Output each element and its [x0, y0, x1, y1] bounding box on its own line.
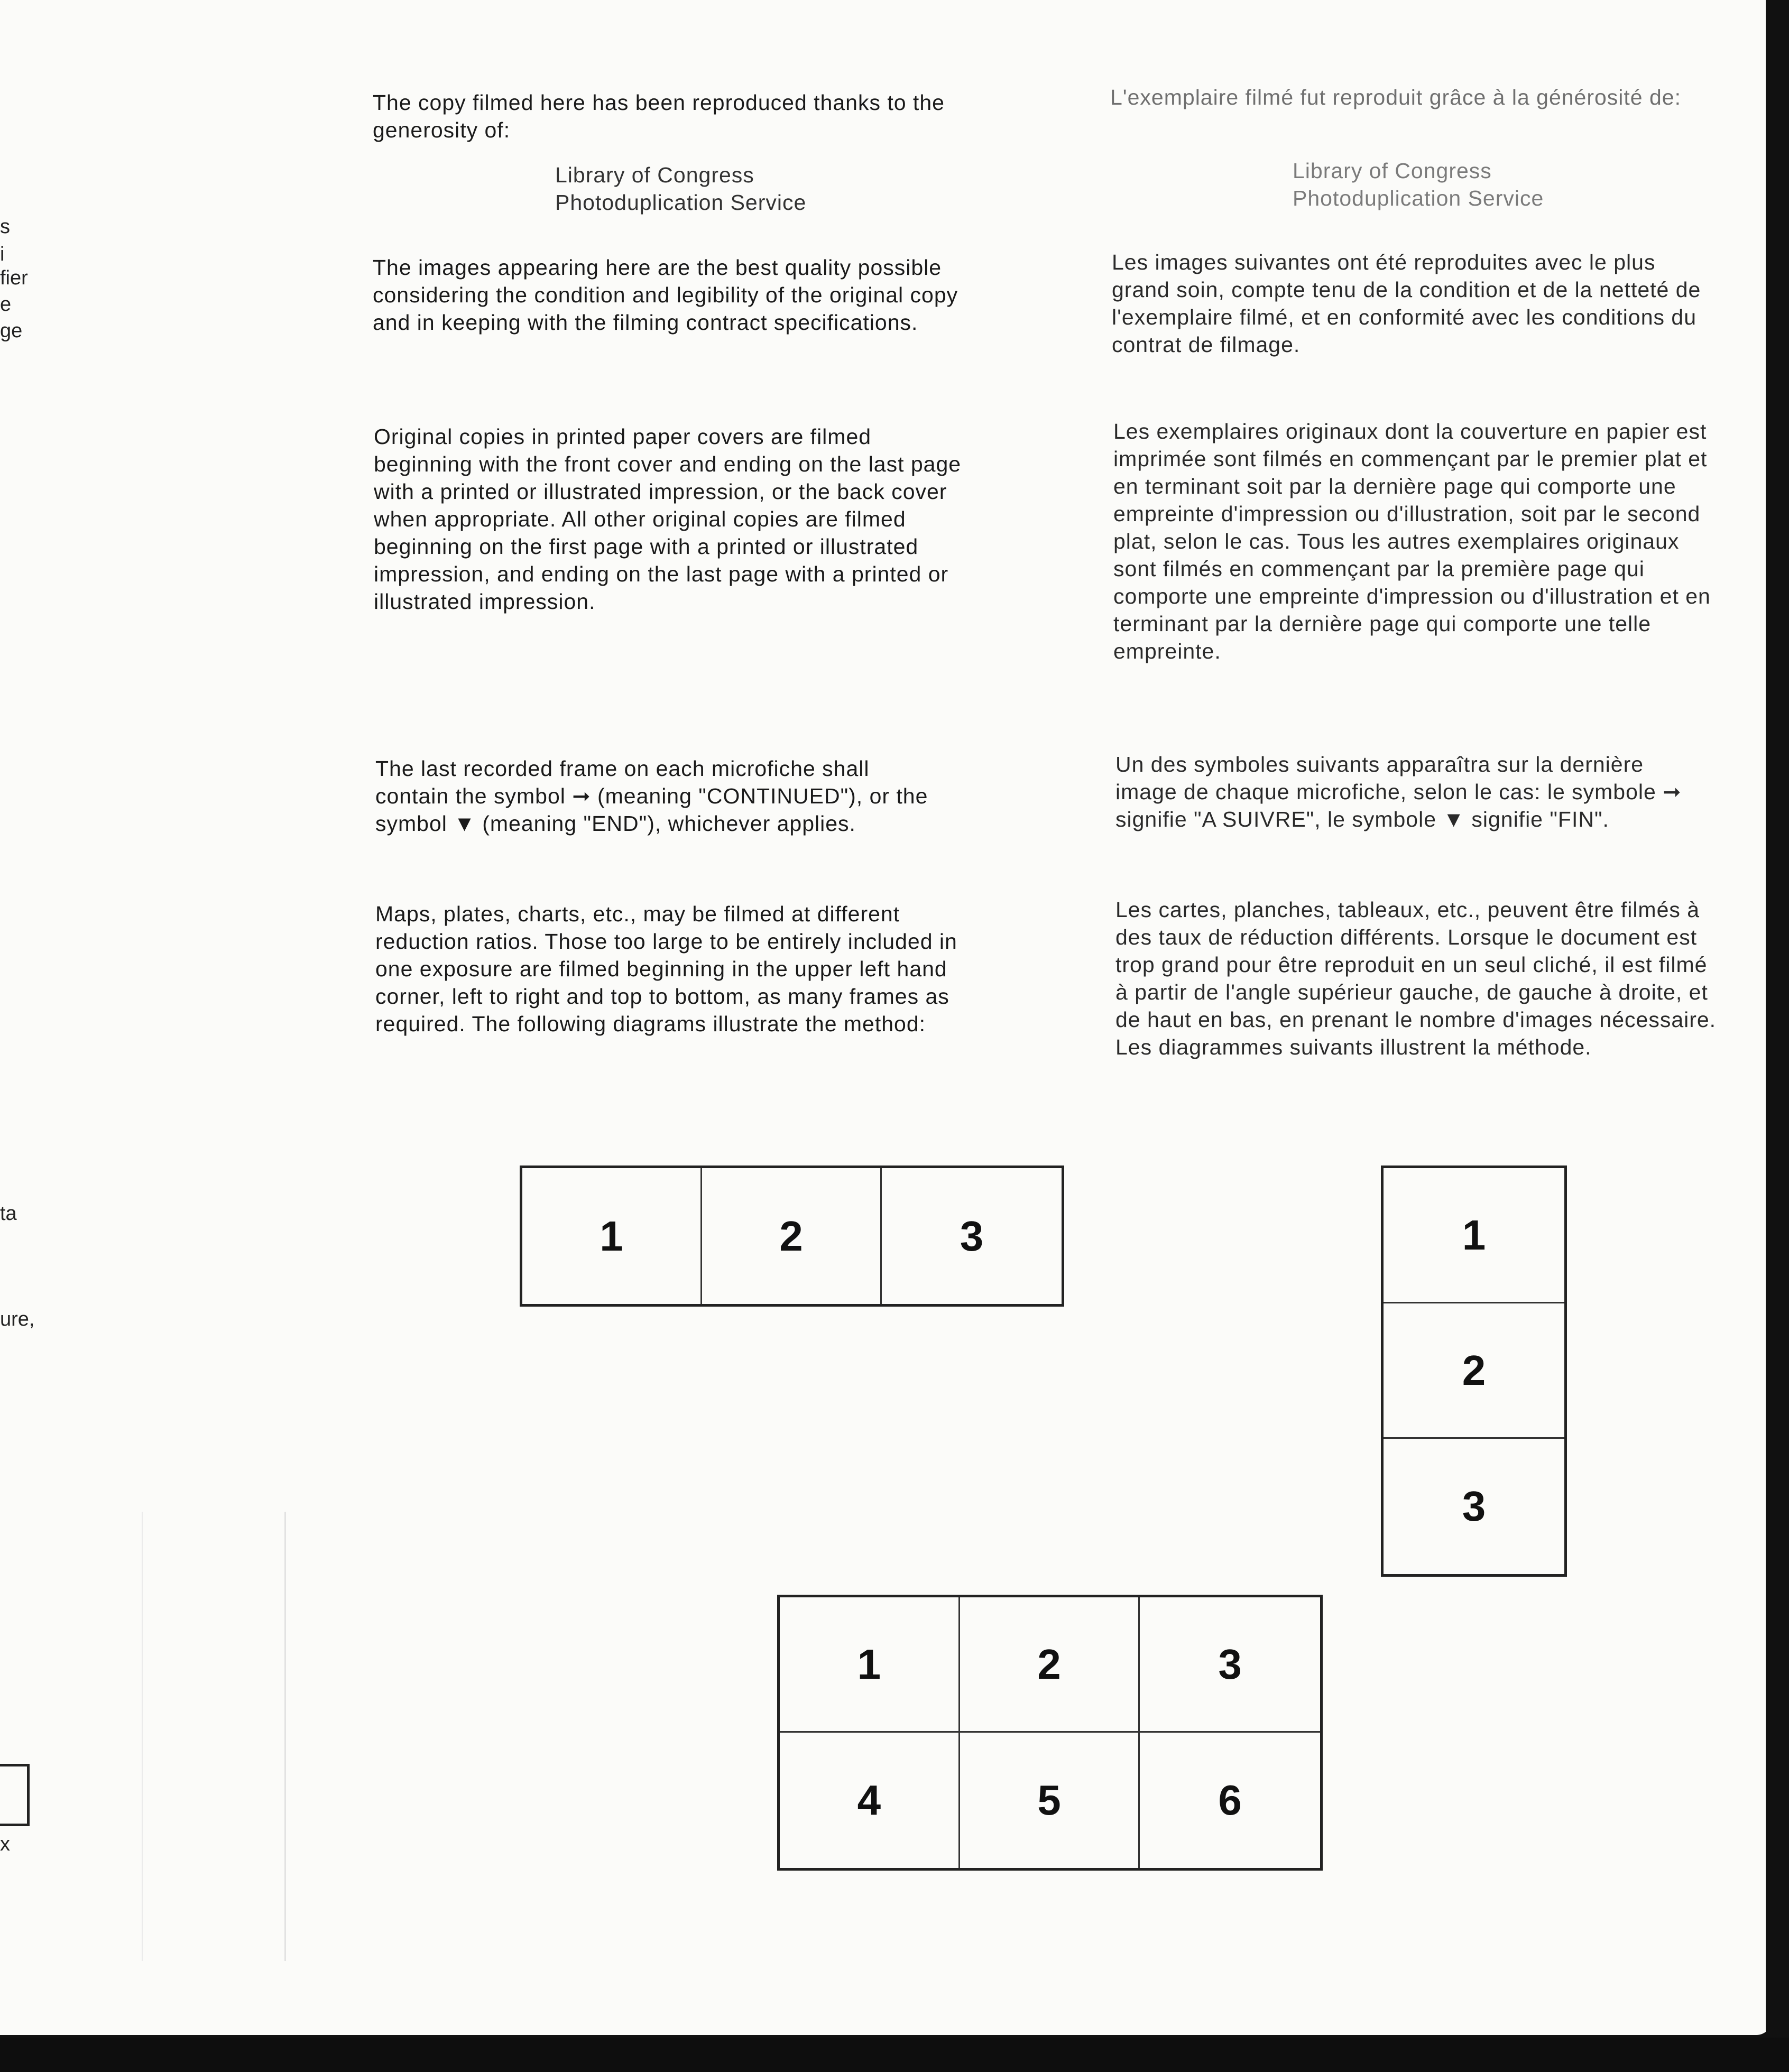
french-quality-paragraph: Les images suivantes ont été reproduites avec le plus grand soin, compte tenu de la condition et de la netteté de l'exemplaire filmé, et en conformité avec les conditions du contrat de filmage. — [1112, 250, 1701, 357]
english-maps-paragraph: Maps, plates, charts, etc., may be filmed at different reduction ratios. Those too large to be entirely included in one exposure are filmed beginning in the upper left hand corner, left to right and top to bottom, as many frames as required. The following diagrams illustrate the method: — [375, 902, 957, 1036]
frame-cell: 1 — [780, 1597, 960, 1733]
french-original-copies-paragraph: Les exemplaires originaux dont la couverture en papier est imprimée sont filmés en commençant par le premier plat et en terminant soit par la dernière page qui comporte une empreinte d'impression ou d'illustration, soit par le second plat, selon le cas. Tous les autres exemplaires originaux sont filmés en commençant par la première page qui comporte une empreinte d'impression ou d'illustration et en terminant par la dernière page qui comporte une telle empreinte. — [1113, 419, 1711, 663]
horizontal-three-frame-diagram — [520, 1166, 1064, 1307]
english-last-frame-paragraph: The last recorded frame on each microfiche shall contain the symbol ➞ (meaning "CONTINUED"), or the symbol ▼ (meaning "END"), whichever applies. — [375, 756, 928, 836]
left-fragment: i — [0, 243, 5, 265]
divider-line — [142, 1512, 143, 1961]
french-last-frame-paragraph: Un des symboles suivants apparaîtra sur la dernière image de chaque microfiche, selon le cas: le symbole ➞ signifie "A SUIVRE", le symbole ▼ signifie "FIN". — [1115, 752, 1682, 831]
left-fragment: ge — [0, 320, 23, 342]
frame-cell: 2 — [702, 1168, 882, 1304]
french-library-service: Photoduplication Service — [1293, 186, 1544, 210]
frame-cell: 3 — [1140, 1597, 1320, 1733]
divider-line — [284, 1512, 286, 1961]
frame-cell: 2 — [1384, 1303, 1564, 1439]
english-quality-paragraph: The images appearing here are the best quality possible considering the condition and legibility of the original copy and in keeping with the filming contract specifications. — [373, 255, 958, 335]
left-fragment: fier — [0, 267, 28, 289]
frame-cell: 2 — [960, 1597, 1140, 1733]
left-fragment: ure, — [0, 1308, 35, 1330]
scan-border-right — [1766, 0, 1789, 2072]
frame-cell: 5 — [960, 1733, 1140, 1868]
english-acknowledgment: The copy filmed here has been reproduced thanks to the generosity of: — [373, 90, 945, 142]
frame-cell: 6 — [1218, 1777, 1242, 1824]
frame-cell: 1 — [1384, 1168, 1564, 1303]
six-frame-grid-diagram — [777, 1595, 1323, 1871]
english-original-copies-paragraph: Original copies in printed paper covers are filmed beginning with the front cover and ending on the last page with a printed or illustrated impression, or the back cover when appropriate. All other original copies are filmed beginning on the first page with a printed or illustrated impression, and ending on the last page with a printed or illustrated impression. — [374, 424, 962, 614]
left-fragment-box — [0, 1764, 30, 1826]
frame-cell: 1 — [522, 1168, 702, 1304]
frame-cell: 3 — [1462, 1483, 1486, 1530]
frame-cell: 4 — [780, 1733, 960, 1868]
left-fragment: ta — [0, 1202, 17, 1225]
english-library-name: Library of Congress — [555, 163, 754, 187]
scan-border-bottom — [0, 2038, 1789, 2072]
left-fragment: e — [0, 293, 12, 316]
left-fragment: s — [0, 216, 10, 238]
left-fragment: x — [0, 1833, 10, 1855]
french-maps-paragraph: Les cartes, planches, tableaux, etc., peuvent être filmés à des taux de réduction différents. Lorsque le document est trop grand pour être reproduit en un seul cliché, il est filmé à partir de l'angle supérieur gauche, de gauche à droite, et de haut en bas, en prenant le nombre d'images nécessaire. Les diagrammes suivants illustrent la méthode. — [1115, 898, 1717, 1059]
french-library-name: Library of Congress — [1293, 159, 1492, 183]
vertical-three-frame-diagram — [1381, 1166, 1567, 1577]
frame-cell: 3 — [960, 1212, 984, 1260]
french-acknowledgment: L'exemplaire filmé fut reproduit grâce à la générosité de: — [1110, 85, 1681, 109]
english-library-service: Photoduplication Service — [555, 190, 807, 215]
